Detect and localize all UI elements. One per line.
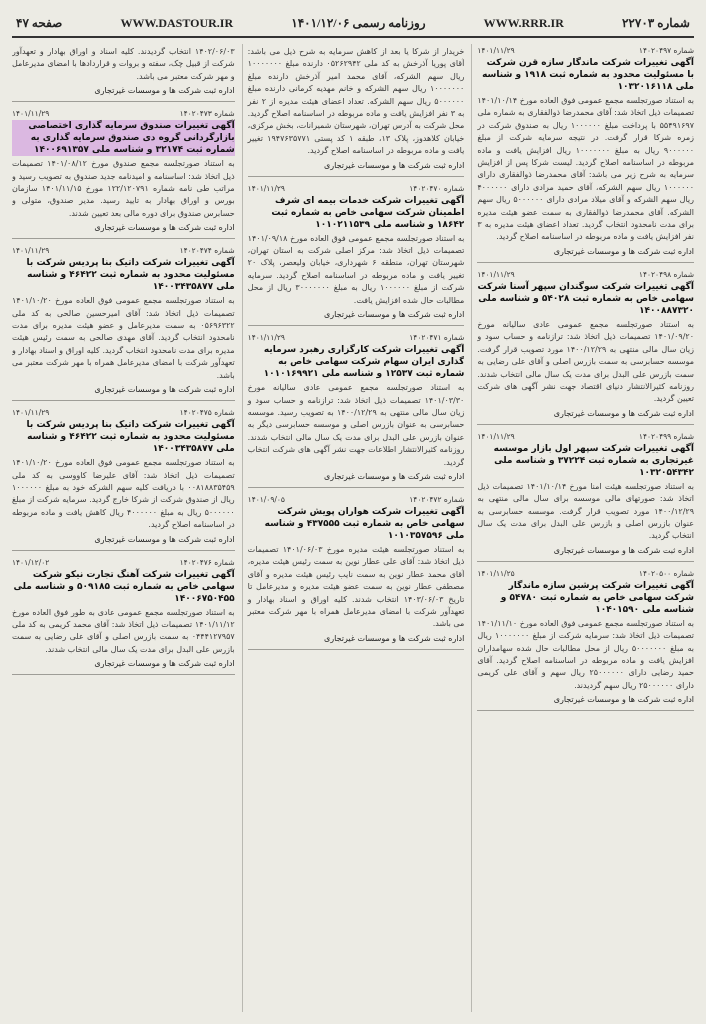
notice-number: شماره ۱۴۰۲۰۴۹۹ [638,431,694,441]
column-middle [242,44,465,1012]
notice-footer: اداره ثبت شرکت ها و موسسات غیرتجاری [94,534,235,544]
column-right [471,44,694,1012]
notice-title: آگهی تغییرات شرکت داتیک بنا پردیس شرکت با مسئولیت محدود به شماره ثبت ۴۶۴۲۲ و شناسه ملی ۱۴۰۰۳۴۳۵۸۷۷ [26,420,235,455]
notice-body: به استناد صورتجلسه مجمع عمومی فوق العاده مورخ ۱۴۰۱/۰۹/۱۸ تصمیمات ذیل اتخاذ شد: مرکز اصلی شرکت به استان تهران، شهرستان تهران، منطقه ۶ شهرداری، خیابان ولیعصر، پلاک ۲۰ تغییر یافت و ماده مربوطه در اساسنامه اصلاح گردید. سرمایه شرکت از مبلغ ۱۰۰۰۰۰۰ ریال به مبلغ ۳۰۰۰۰۰۰۰ ریال از محل مطالبات حال شده افزایش یافت. [247,233,465,305]
notice-title: آگهی تغییرات شرکت پرشین سازه ماندگار شرکت سهامی خاص به شماره ثبت ۵۴۷۸۰ و شناسه ملی ۱۰۴۰۱۵۹۰ [500,580,694,615]
notice-body: به استناد صورتجلسه مجمع عمومی فوق العاده مورخ ۱۴۰۱/۱۰/۲۰ تصمیمات ذیل اتخاذ شد: آقای امیرحسین صالحی به کد ملی ۰۵۶۹۶۳۲۲ به سمت مدیرعامل و عضو هیئت مدیره برای مدت نامحدود انتخاب گردید. آقای مهدی صالحی به سمت رئیس هیئت مدیره برای مدت نامحدود انتخاب گردید. کلیه اوراق و اسناد بهادار و تعهدآور شرکت با امضای مدیرعامل همراه با مهر شرکت معتبر می باشد. [12,296,235,380]
notice [12,107,235,239]
notice-meta [477,569,694,578]
notice-title: آگهی تغییرات شرکت ماندگار سازه قرن شرکت با مسئولیت محدود به شماره ثبت ۱۹۱۸ و شناسه ملی ۱۰۳۲۰۱۶۱۱۸ [482,58,694,92]
notice-footer: اداره ثبت شرکت ها و موسسات غیرتجاری [94,86,235,96]
notice-number: شماره ۱۴۰۲۰۴۷۳ [179,109,235,119]
notice [477,268,694,425]
notice-footer: اداره ثبت شرکت ها و موسسات غیرتجاری [324,471,465,481]
notice-number: شماره ۱۴۰۲۰۵۰۰ [638,568,694,578]
site-right[interactable]: WWW.RRR.IR [483,16,564,30]
notice-body: به استناد صورتجلسه هیئت مدیره مورخ ۱۴۰۱/۰۶/۰۳ تصمیمات ذیل اتخاذ شد: آقای علی عطار نوین به سمت رئیس هیئت مدیره، آقای محمد عطار نوین به سمت نایب رئیس هیئت مدیره و آقای مصطفی عطار نوین به سمت عضو هیئت مدیره و مدیرعامل تا تاریخ ۱۴۰۳/۰۶/۰۳ انتخاب شدند. کلیه اوراق و اسناد بهادار و تعهدآور شرکت با امضای مدیرعامل همراه با مهر شرکت معتبر می باشد. [247,544,465,629]
notice [477,44,694,263]
notice [248,182,465,326]
notice-title: آگهی تغییرات شرکت سوگندان سپهر آسنا شرکت سهامی خاص به شماره ثبت ۵۴۰۲۸ و شناسه ملی ۱۴۰۰۸۸۷۳۲۰ [477,281,694,316]
notice-body: به استناد صورتجلسه مجمع عمومی فوق العاده مورخ ۱۴۰۱/۱۰/۲۰ تصمیمات ذیل اتخاذ شد: آقای علیرضا کاووسی به کد ملی ۰۰۸۱۸۸۳۵۴۵۹ با دریافت کلیه سهم الشرکه خود به مبلغ ۱۰۰۰۰۰۰ ریال از صندوق شرکت از شرکا خارج گردید. سرمایه شرکت از مبلغ ۵۰۰۰۰۰۰ ریال به مبلغ ۴۰۰۰۰۰۰ ریال کاهش یافت و ماده مربوطه در اساسنامه اصلاح گردید. [12,458,235,530]
notice-body: به استناد صورتجلسه مجمع عمومی فوق العاده مورخ ۱۴۰۱/۱۱/۱۰ تصمیمات ذیل اتخاذ شد: سرمایه شرکت از مبلغ ۱۰۰۰۰۰۰۰ ریال به مبلغ ۵۰۰۰۰۰۰۰ ریال از محل مطالبات حال شده سهامداران افزایش یافت و ماده مربوطه در اساسنامه اصلاح گردید. آقای حمید رضایی دارای ۲۵۰۰۰۰۰۰ ریال سهم و آقای علی کریمی دارای ۲۵۰۰۰۰۰۰ ریال سهم گردیدند. [477,618,694,690]
notice-meta [248,184,465,193]
notice [477,430,694,562]
columns [12,44,694,1012]
notice [248,493,465,650]
notice [248,44,465,177]
notice-meta [477,46,694,55]
notice-meta [248,333,465,342]
notice-number: شماره ۱۴۰۲۰۴۷۱ [409,333,465,343]
notice-meta [248,495,465,504]
notice-title: آگهی تغییرات شرکت آهنگ تجارت نیکو شرکت سهامی خاص به شماره ثبت ۵۰۹۱۸۵ و شناسه ملی ۱۴۰۰۶۷۵۰۴۵۵ [13,569,235,604]
notice [12,406,235,550]
notice-footer: اداره ثبت شرکت ها و موسسات غیرتجاری [553,408,694,418]
notice-date: ۱۴۰۱/۱۲/۰۲ [12,557,50,567]
issue-number: شماره ۲۲۷۰۳ [621,16,690,30]
notice-date: ۱۴۰۱/۱۱/۲۹ [12,109,50,119]
notice-footer: اداره ثبت شرکت ها و موسسات غیرتجاری [324,160,465,170]
notice-title: آگهی تغییرات شرکت کارگزاری رهبرد سرمایه گذاری ایران سهام شرکت سهامی خاص به شماره ثبت ۱۲۵۳۷ و شناسه ملی ۱۰۱۰۱۶۹۹۲۱ [263,345,465,380]
notice-date: ۱۴۰۱/۱۱/۲۹ [477,46,515,55]
notice-meta [12,246,235,255]
notice-body: به استناد صورتجلسه هیئت امنا مورخ ۱۴۰۱/۱۰/۱۴ تصمیمات ذیل اتخاذ شد: صورتهای مالی موسسه برای سال مالی منتهی به ۱۴۰۰/۱۲/۲۹ مورد تصویب قرار گرفت. موسسه حسابرسی به عنوان بازرس اصلی و بازرس علی البدل برای مدت یک سال انتخاب گردید. [477,481,694,541]
notice-footer: اداره ثبت شرکت ها و موسسات غیرتجاری [553,246,694,256]
notice-meta [12,408,235,417]
notice-title: آگهی تغییرات شرکت هواران پویش شرکت سهامی خاص به شماره ثبت ۴۳۷۵۵۵ و شناسه ملی ۱۰۱۰۳۵۷۵۹۶ [264,506,465,541]
notice [248,331,465,488]
notice-date: ۱۴۰۱/۱۱/۲۹ [247,333,285,343]
notice-date: ۱۴۰۱/۱۱/۲۹ [477,431,515,441]
notice-number: شماره ۱۴۰۲۰۴۷۰ [409,183,465,193]
notice-body: ۱۴۰۲/۰۶/۰۳ انتخاب گردیدند. کلیه اسناد و اوراق بهادار و تعهدآور شرکت از قبیل چک، سفته و بروات و قراردادها با امضای مدیرعامل و مهر شرکت معتبر می باشد. [12,47,235,81]
notice-title: آگهی تغییرات شرکت داتیک بنا پردیس شرکت با مسئولیت محدود به شماره ثبت ۴۶۴۲۲ و شناسه ملی ۱۴۰۰۳۴۳۵۸۷۷ [26,258,235,293]
notice-number: شماره ۱۴۰۲۰۴۷۶ [179,557,235,567]
masthead [12,10,694,38]
gazette-date: روزنامه رسمی ۱۴۰۱/۱۲/۰۶ [291,16,426,30]
notice [12,556,235,676]
notice [12,244,235,401]
notice-meta [477,432,694,441]
notice-footer: اداره ثبت شرکت ها و موسسات غیرتجاری [553,695,694,705]
notice-date: ۱۴۰۱/۱۱/۲۹ [477,269,515,279]
page-label: صفحه ۴۷ [16,16,63,30]
notice-body: به استناد صورتجلسه مجمع عمومی عادی به طور فوق العاده مورخ ۱۴۰۱/۱۱/۱۲ تصمیمات ذیل اتخاذ شد: آقای محمد کریمی به کد ملی ۰۴۴۴۱۲۷۹۵۷ به سمت بازرس اصلی و آقای علی رضایی به سمت بازرس علی البدل برای مدت یک سال مالی انتخاب شدند. [12,607,235,654]
notice-date: ۱۴۰۱/۱۱/۲۹ [247,183,285,193]
site-left[interactable]: WWW.DASTOUR.IR [120,16,234,30]
notice-footer: اداره ثبت شرکت ها و موسسات غیرتجاری [324,310,465,320]
notice-footer: اداره ثبت شرکت ها و موسسات غیرتجاری [94,223,235,233]
notice-footer: اداره ثبت شرکت ها و موسسات غیرتجاری [553,545,694,555]
notice-meta [12,558,235,567]
column-left [12,44,235,1012]
notice-number: شماره ۱۴۰۲۰۴۷۴ [179,246,235,256]
notice-body: خریدار از شرکا یا بعد از کاهش سرمایه به شرح ذیل می باشد: آقای پوریا آذرخش به کد ملی ۰۵۲۶۲۹۴۲ دارنده مبلغ ۱۰۰۰۰۰۰۰ ریال سهم الشرکه، آقای محمد امیر آذرخش دارنده مبلغ ۱۰۰۰۰۰۰۰ ریال سهم الشرکه و خانم مهدیه کرمانی دارنده مبلغ ۵۰۰۰۰۰۰ ریال سهم الشرکه. تعداد اعضای هیئت مدیره از ۲ نفر به ۳ نفر افزایش یافت و ماده مربوطه در اساسنامه اصلاح گردید. محل شرکت به آدرس تهران، شهرستان شمیرانات، بخش مرکزی، خیابان کلاهدوز، پلاک ۱۳، طبقه ۱ کد پستی ۱۹۴۷۶۳۵۷۷۱ تغییر یافت و ماده مربوطه در اساسنامه اصلاح گردید. [247,47,465,156]
notice-number: شماره ۱۴۰۲۰۴۷۲ [409,494,465,504]
notice-number: شماره ۱۴۰۲۰۴۹۷ [638,46,694,55]
notice-meta [12,109,235,118]
notice-title: آگهی تغییرات شرکت سپهر اول بازار موسسه غیرتجاری به شماره ثبت ۳۷۲۲۴ و شناسه ملی ۱۰۳۲۰۵۴۳۴۲ [493,443,694,478]
notice-date: ۱۴۰۱/۰۹/۰۵ [247,494,285,504]
notice-footer: اداره ثبت شرکت ها و موسسات غیرتجاری [94,385,235,395]
notice-number: شماره ۱۴۰۲۰۴۹۸ [638,269,694,279]
notice-body: به استناد صورتجلسه مجمع عمومی فوق العاده مورخ ۱۴۰۱/۱۰/۱۴ تصمیمات ذیل اتخاذ شد: آقای محمدرضا ذوالفقاری به شماره ملی ۵۵۴۹۱۶۹۷ با پرداخت مبلغ ۱۰۰۰۰۰۰ ریال به صندوق شرکت در زمره شرکا قرار گرفت. در نتیجه سرمایه شرکت از مبلغ ۹۰۰۰۰۰۰ ریال به مبلغ ۱۰۰۰۰۰۰۰ ریال افزایش یافت و ماده مربوطه در اساسنامه اصلاح گردید. لیست شرکا پس از افزایش سرمایه به شرح زیر می باشد: آقای محمدرضا ذوالفقاری دارای ۱۰۰۰۰۰۰ ریال سهم الشرکه، آقای حمید مرادی دارای ۴۰۰۰۰۰۰ ریال سهم الشرکه و آقای میلاد مرادی دارای ۵۰۰۰۰۰۰ ریال سهم الشرکه. آقای محمدرضا ذوالفقاری به سمت عضو هیئت مدیره برای مدت نامحدود انتخاب گردید. تعداد اعضای هیئت مدیره به ۳ نفر افزایش یافت و ماده مربوطه در اساسنامه اصلاح گردید. [477,96,694,242]
notice-body: به استناد صورتجلسه مجمع صندوق مورخ ۱۴۰۱/۰۸/۱۲ تصمیمات ذیل اتخاذ شد: اساسنامه و امیدنامه جدید صندوق به تصویب رسید و مراتب طی نامه شماره ۱۲۲/۱۲۰۷۹۱ مورخ ۱۴۰۱/۱۱/۱۵ سازمان بورس و اوراق بهادار به تایید رسید. مدیر صندوق، متولی و حسابرس صندوق برای دوره مالی بعد تعیین شدند. [12,159,235,218]
notice-body: به استناد صورتجلسه مجمع عمومی عادی سالیانه مورخ ۱۴۰۱/۰۹/۲۰ تصمیمات ذیل اتخاذ شد: ترازنامه و حساب سود و زیان سال مالی منتهی به ۱۴۰۰/۱۲/۲۹ مورد تصویب قرار گرفت. موسسه حسابرسی به سمت بازرس اصلی و آقای علی رضایی به سمت بازرس علی البدل برای مدت یک سال مالی انتخاب شدند. روزنامه کثیرالانتشار دنیای اقتصاد جهت نشر آگهی های شرکت تعیین گردید. [477,319,694,404]
notice [477,567,694,711]
notice-title: آگهی تغییرات شرکت خدمات بیمه ای شرف اطمینان شرکت سهامی خاص به شماره ثبت ۱۸۶۴۲ و شناسه ملی ۱۰۱۰۲۱۱۵۳۹ [271,195,465,230]
notice-title: آگهی تغییرات صندوق سرمایه گذاری اختصاصی بازارگردانی گروه دی صندوق سرمایه گذاری به شماره ثبت ۳۲۱۷۴ و شناسه ملی ۱۴۰۰۶۹۱۳۵۷ [12,120,235,156]
notice-date: ۱۴۰۱/۱۱/۲۵ [477,568,515,578]
notice-body: به استناد صورتجلسه مجمع عمومی عادی سالیانه مورخ ۱۴۰۱/۰۳/۳۰ تصمیمات ذیل اتخاذ شد: ترازنامه و حساب سود و زیان سال مالی منتهی به ۱۴۰۰/۱۲/۲۹ به تصویب رسید. موسسه حسابرسی به عنوان بازرس اصلی و موسسه حسابرسی دیگر به عنوان بازرس علی البدل برای مدت یک سال مالی انتخاب شدند. روزنامه کثیرالانتشار اطلاعات جهت نشر آگهی های شرکت انتخاب گردید. [247,383,465,467]
notice-meta [477,270,694,279]
notice-number: شماره ۱۴۰۲۰۴۷۵ [179,408,235,418]
notice-footer: اداره ثبت شرکت ها و موسسات غیرتجاری [94,659,235,669]
notice-date: ۱۴۰۱/۱۱/۲۹ [12,246,50,256]
notice-date: ۱۴۰۱/۱۱/۲۹ [12,408,50,418]
notice [12,44,235,102]
notice-footer: اداره ثبت شرکت ها و موسسات غیرتجاری [324,633,465,643]
